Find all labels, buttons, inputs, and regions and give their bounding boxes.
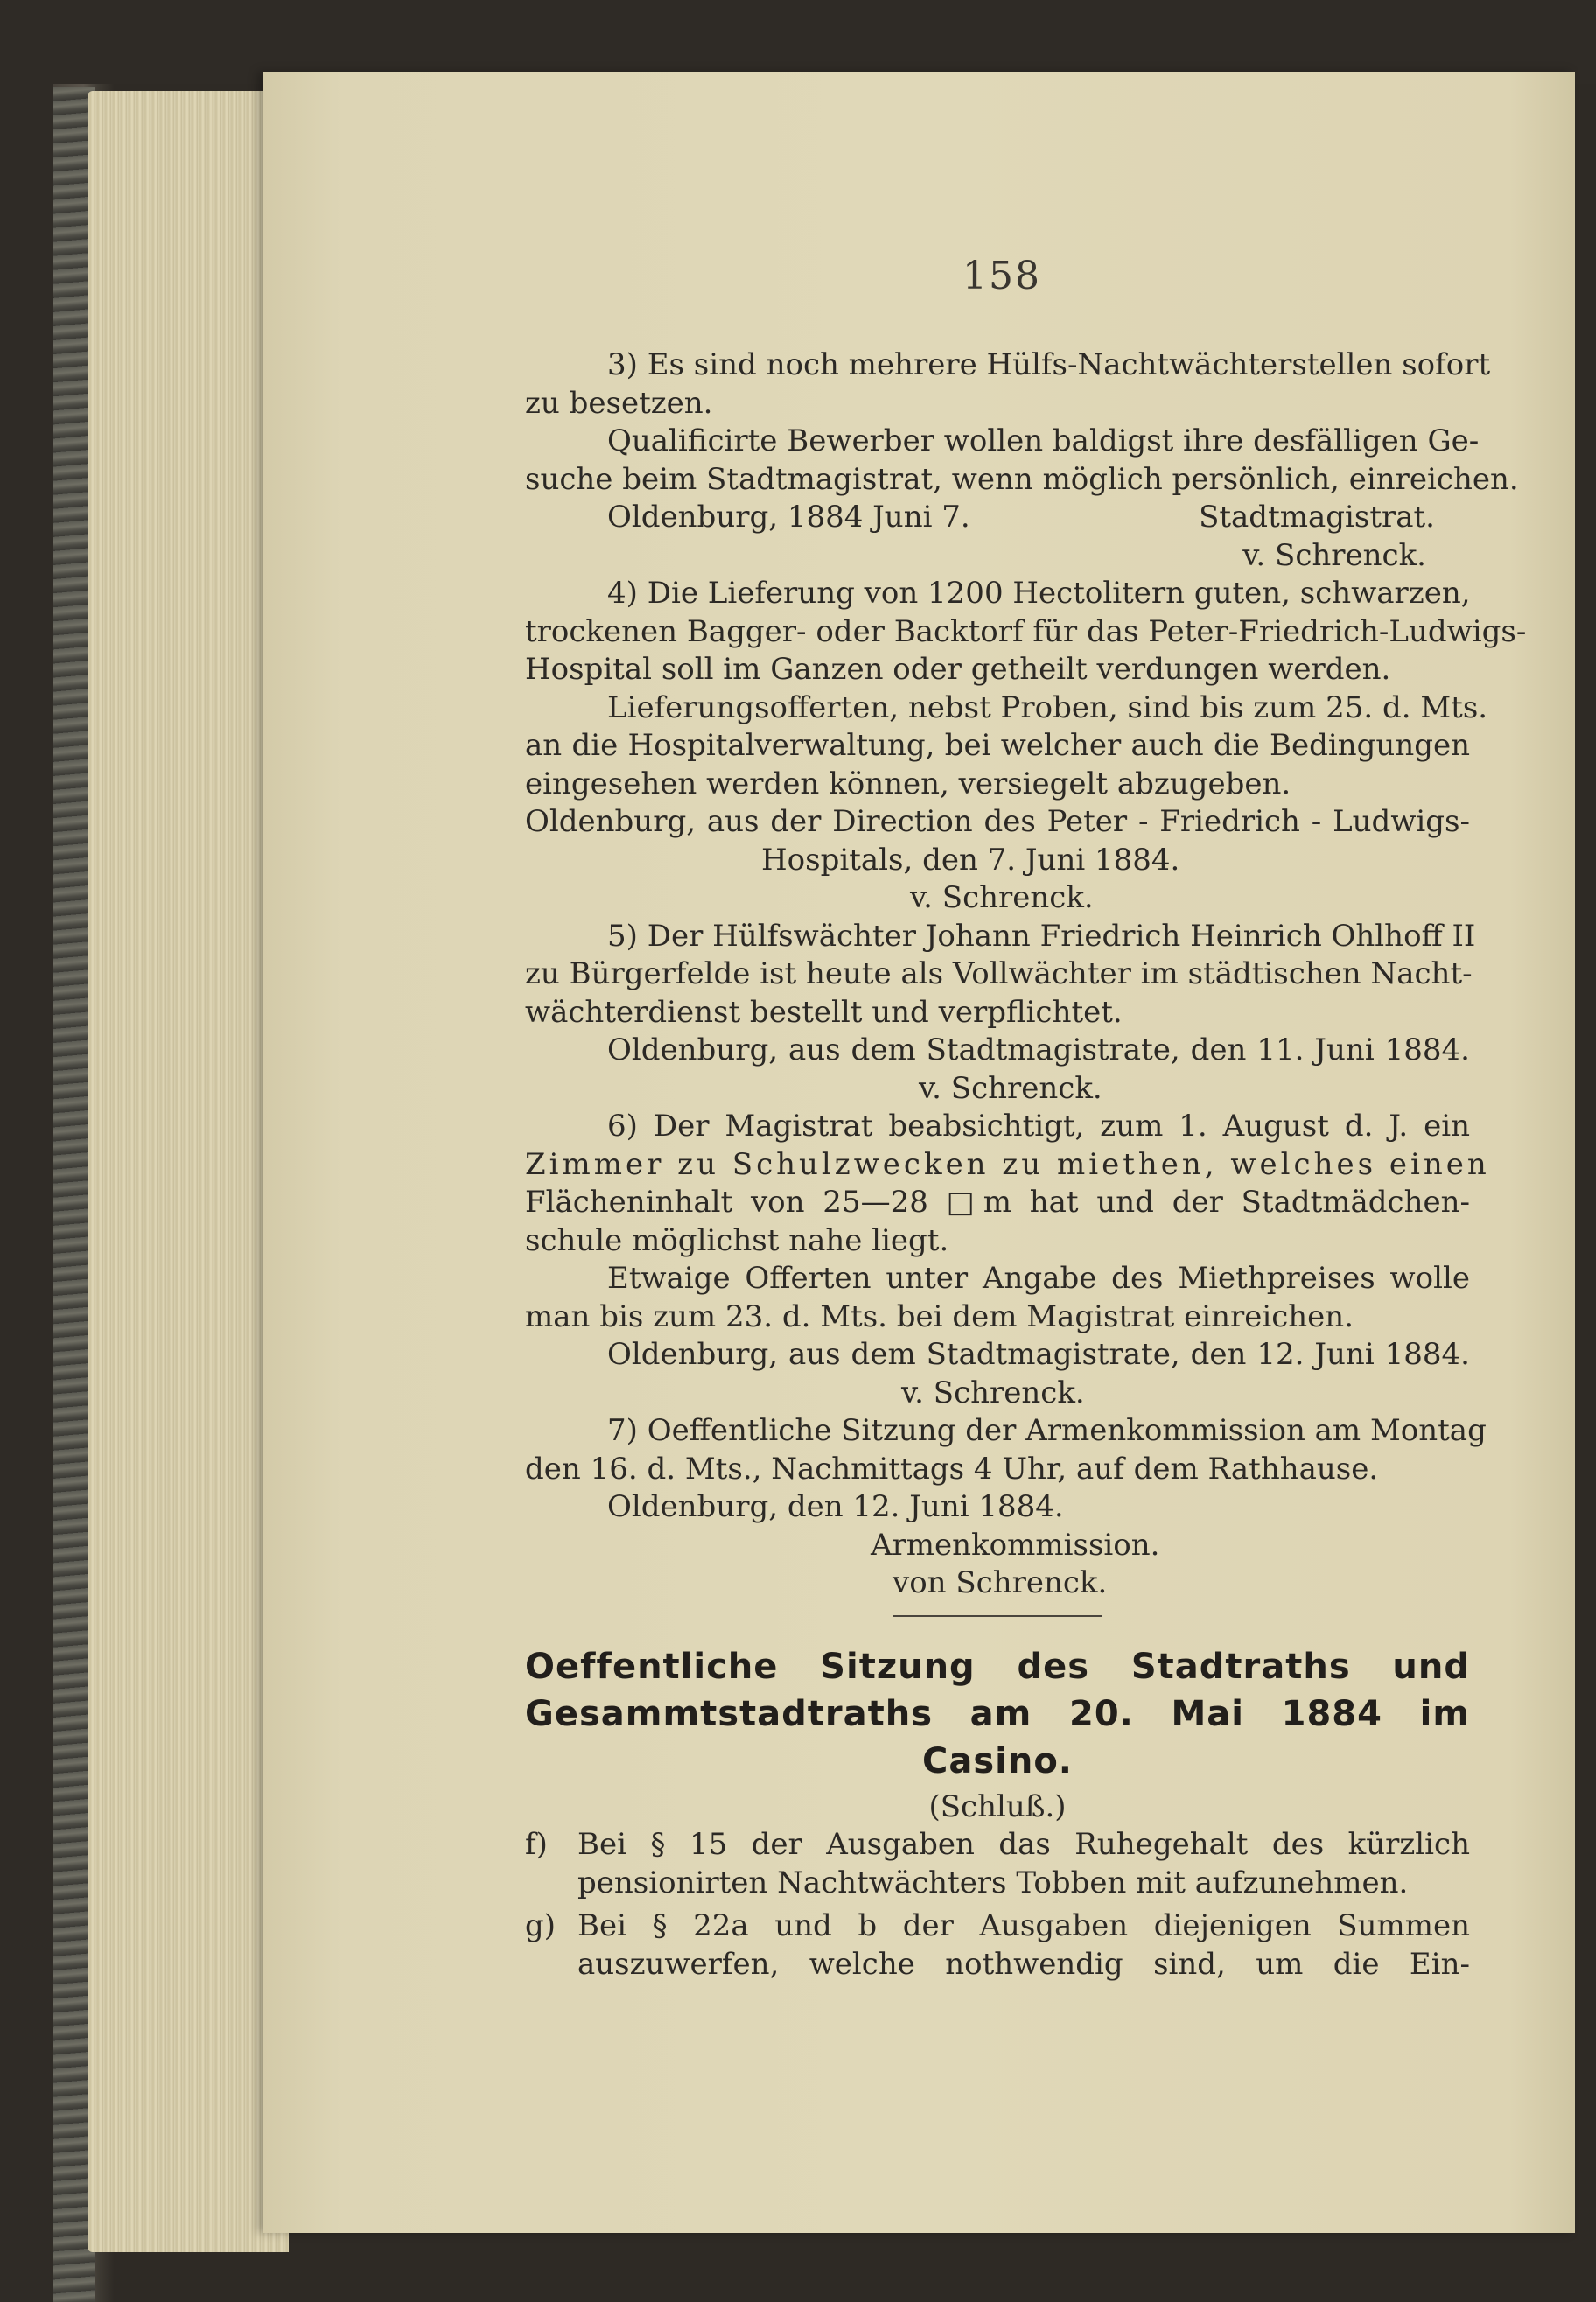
notice-3-dateline (525, 499, 1470, 537)
point-f-line-2: pensionirten Nachtwächters Tobben mit aufzunehmen. (578, 1865, 1409, 1900)
point-f (525, 1826, 1470, 1902)
notice-6 (525, 1108, 1490, 1412)
page-text (525, 346, 1527, 1984)
point-g-mark: g) (525, 1908, 556, 1943)
notice-4-line-2: trockenen Bagger- oder Backtorf für das Peter-Friedrich-Ludwigs- (525, 613, 1527, 649)
notice-4-para2-line-3: eingesehen werden können, versiegelt abzugeben. (525, 766, 1292, 801)
notice-6-line-3: Flächeninhalt von 25—28 □m hat und der Stadtmädchen- (525, 1185, 1470, 1220)
notice-3-para2-line-2: suche beim Stadtmagistrat, wenn möglich persönlich, einreichen. (525, 461, 1519, 497)
notice-4-place-date-2: Hospitals, den 7. Juni 1884. (761, 842, 1180, 878)
notice-6-signature: v. Schrenck. (901, 1375, 1085, 1410)
notice-4-para2-line-1: Lieferungsofferten, nebst Proben, sind bis zum 25. d. Mts. (607, 689, 1488, 725)
notice-4-line-3: Hospital soll im Ganzen oder getheilt verdungen werden. (525, 652, 1391, 687)
notice-5-line-3: wächterdienst bestellt und verpflichtet. (525, 994, 1123, 1030)
page-edges (88, 91, 289, 2252)
notice-5-line-1: 5) Der Hülfswächter Johann Friedrich Heinrich Ohlhoff II (607, 918, 1476, 954)
notice-3 (525, 346, 1519, 575)
section-divider (892, 1615, 1102, 1617)
notice-7-signature: von Schrenck. (892, 1565, 1108, 1600)
notice-6-place-date: Oldenburg, aus dem Stadtmagistrate, den 12. Juni 1884. (607, 1337, 1470, 1372)
point-g-line-1: Bei § 22a und b der Ausgaben diejenigen Summen (578, 1908, 1470, 1943)
point-g (525, 1907, 1470, 1984)
notice-3-signature: v. Schrenck. (1242, 537, 1426, 573)
notice-3-place-date: Oldenburg, 1884 Juni 7. (607, 500, 970, 535)
notice-7-line-2: den 16. d. Mts., Nachmittags 4 Uhr, auf dem Rathhause. (525, 1451, 1379, 1487)
notice-4-signature: v. Schrenck. (910, 880, 1094, 915)
notice-4-para2-line-2: an die Hospitalverwaltung, bei welcher auch die Bedingungen (525, 728, 1470, 763)
point-f-line-1: Bei § 15 der Ausgaben das Ruhegehalt des kürzlich (578, 1827, 1470, 1862)
notice-4-place-date-1: Oldenburg, aus der Direction des Peter - Friedrich - Ludwigs- (525, 804, 1470, 839)
notice-5-line-2: zu Bürgerfelde ist heute als Vollwächter im städtischen Nacht- (525, 956, 1473, 991)
section-heading-line-2: Gesammtstadtraths am 20. Mai 1884 im (525, 1693, 1470, 1734)
notice-6-line-1: 6) Der Magistrat beabsichtigt, zum 1. August d. J. ein (607, 1109, 1470, 1144)
section-subtitle: (Schluß.) (928, 1788, 1067, 1824)
page-number: 158 (962, 254, 1041, 298)
notice-7-authority: Armenkommission. (871, 1527, 1160, 1563)
notice-7 (525, 1412, 1487, 1603)
notice-6-para2-line-2: man bis zum 23. d. Mts. bei dem Magistrat einreichen. (525, 1298, 1354, 1334)
notice-4 (525, 575, 1527, 918)
notice-5-place-date: Oldenburg, aus dem Stadtmagistrate, den 11. Juni 1884. (607, 1032, 1470, 1067)
notice-7-place-date: Oldenburg, den 12. Juni 1884. (607, 1489, 1064, 1524)
section-heading-line-1: Oeffentliche Sitzung des Stadtraths und (525, 1646, 1470, 1687)
notice-3-para2-line-1: Qualificirte Bewerber wollen baldigst ihre desfälligen Ge- (607, 423, 1480, 458)
notice-6-line-4: schule möglichst nahe liegt. (525, 1222, 949, 1258)
notice-6-line-2: Zimmer zu Schulzwecken zu miethen, welches einen (525, 1146, 1490, 1182)
notice-3-authority: Stadtmagistrat. (1199, 500, 1435, 535)
notice-7-line-1: 7) Oeffentliche Sitzung der Armenkommission am Montag (607, 1413, 1487, 1448)
section-heading-line-3: Casino. (921, 1740, 1074, 1781)
notice-5-signature: v. Schrenck. (919, 1070, 1102, 1106)
point-f-mark: f) (525, 1827, 548, 1862)
notice-3-line-1: 3) Es sind noch mehrere Hülfs-Nachtwächterstellen sofort (607, 347, 1491, 382)
notice-4-line-1: 4) Die Lieferung von 1200 Hectolitern guten, schwarzen, (607, 576, 1471, 611)
point-g-line-2: auszuwerfen, welche nothwendig sind, um die Ein- (578, 1946, 1470, 1982)
notice-6-para2-line-1: Etwaige Offerten unter Angabe des Miethpreises wolle (607, 1261, 1470, 1296)
section-heading (525, 1643, 1470, 1827)
notice-5 (525, 918, 1476, 1109)
notice-3-line-2: zu besetzen. (525, 385, 713, 421)
